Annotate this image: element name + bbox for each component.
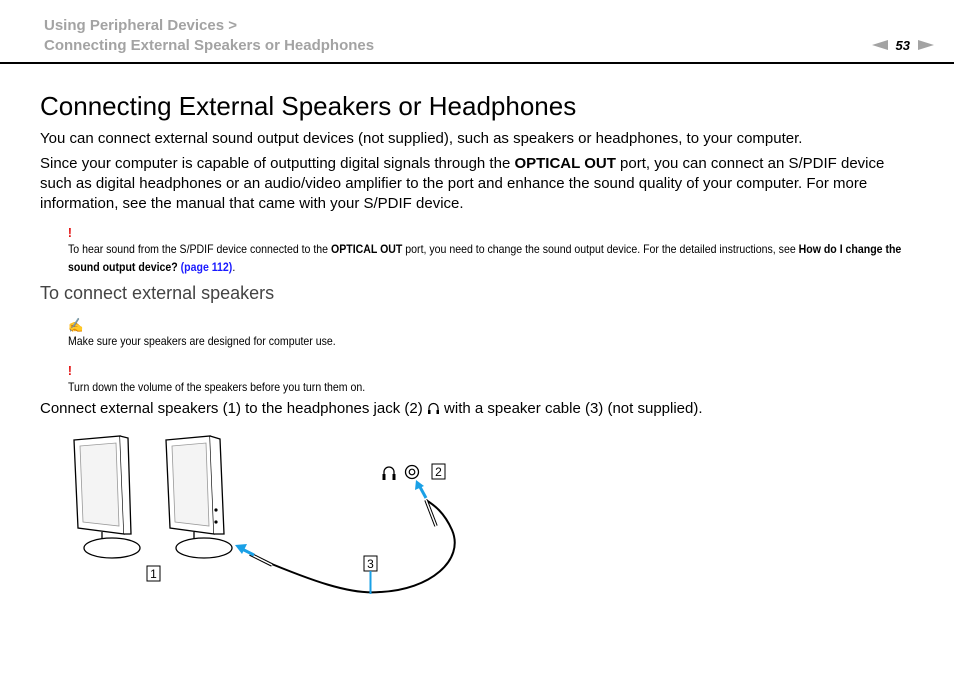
next-page-arrow-icon[interactable] [918,40,934,50]
note-text: Make sure your speakers are designed for computer use. [68,334,336,348]
note-speakers [68,318,928,350]
breadcrumb [44,16,374,56]
callout-1 [147,566,160,581]
callout-3 [364,556,377,594]
speaker-connection-arrow [235,544,254,555]
header-divider [0,62,954,64]
spdif-text-before: Since your computer is capable of outputting digital signals through the [40,155,515,172]
page-header [0,0,954,64]
svg-text:1: 1 [150,567,157,581]
breadcrumb-section[interactable]: Using Peripheral Devices > [44,17,238,34]
svg-text:2: 2 [435,465,442,479]
callout-2 [432,464,445,479]
caution-spdif [68,226,928,276]
faq-question-label: How do I change the sound output device? [68,242,902,274]
speaker-cable [262,500,455,592]
caution-spdif-middle: port, you need to change the sound output device. For the detailed instructions, see [402,242,799,256]
previous-page-arrow-icon[interactable] [872,40,888,50]
headphones-icon [427,401,440,415]
page-navigator [872,36,934,54]
spdif-paragraph [40,154,920,214]
instruction-paragraph [40,399,920,419]
caution-optical-out-label: OPTICAL OUT [330,242,403,256]
page-112-link[interactable]: (page 112) [180,260,233,274]
intro-paragraph: You can connect external sound output devices (not supplied), such as speakers or headphones, to your computer. [40,130,803,147]
jack-connection-arrow [415,480,426,498]
caution-icon: ! [68,363,72,378]
caution-icon: ! [68,225,72,240]
caution-volume-text: Turn down the volume of the speakers before you turn them on. [68,380,366,394]
page-number: 53 [895,37,910,53]
left-speaker [74,436,140,558]
section-heading: To connect external speakers [40,283,275,303]
speaker-connection-illustration [60,430,480,605]
breadcrumb-page[interactable]: Connecting External Speakers or Headphones [44,37,375,54]
optical-out-port-label: OPTICAL OUT [514,155,616,172]
note-pencil-icon: ✍ [68,317,84,333]
right-speaker [166,436,232,558]
headphones-jack-icon [383,466,419,481]
svg-text:3: 3 [367,557,374,571]
caution-spdif-text [68,240,928,276]
instruction-text-after: with a speaker cable (3) (not supplied). [439,400,703,417]
caution-spdif-end: . [232,260,236,274]
page-title: Connecting External Speakers or Headphones [40,91,577,121]
caution-spdif-before: To hear sound from the S/PDIF device connected to the [68,242,331,256]
instruction-text-before: Connect external speakers (1) to the headphones jack (2) [40,400,427,417]
caution-volume [68,364,928,396]
spdif-text-after: port, you can connect an S/PDIF device such as digital headphones or an audio/video amplifier to the port and enhance the sound quality of your computer. For more information, see the manual that came with your S/PDIF device. [40,155,885,212]
